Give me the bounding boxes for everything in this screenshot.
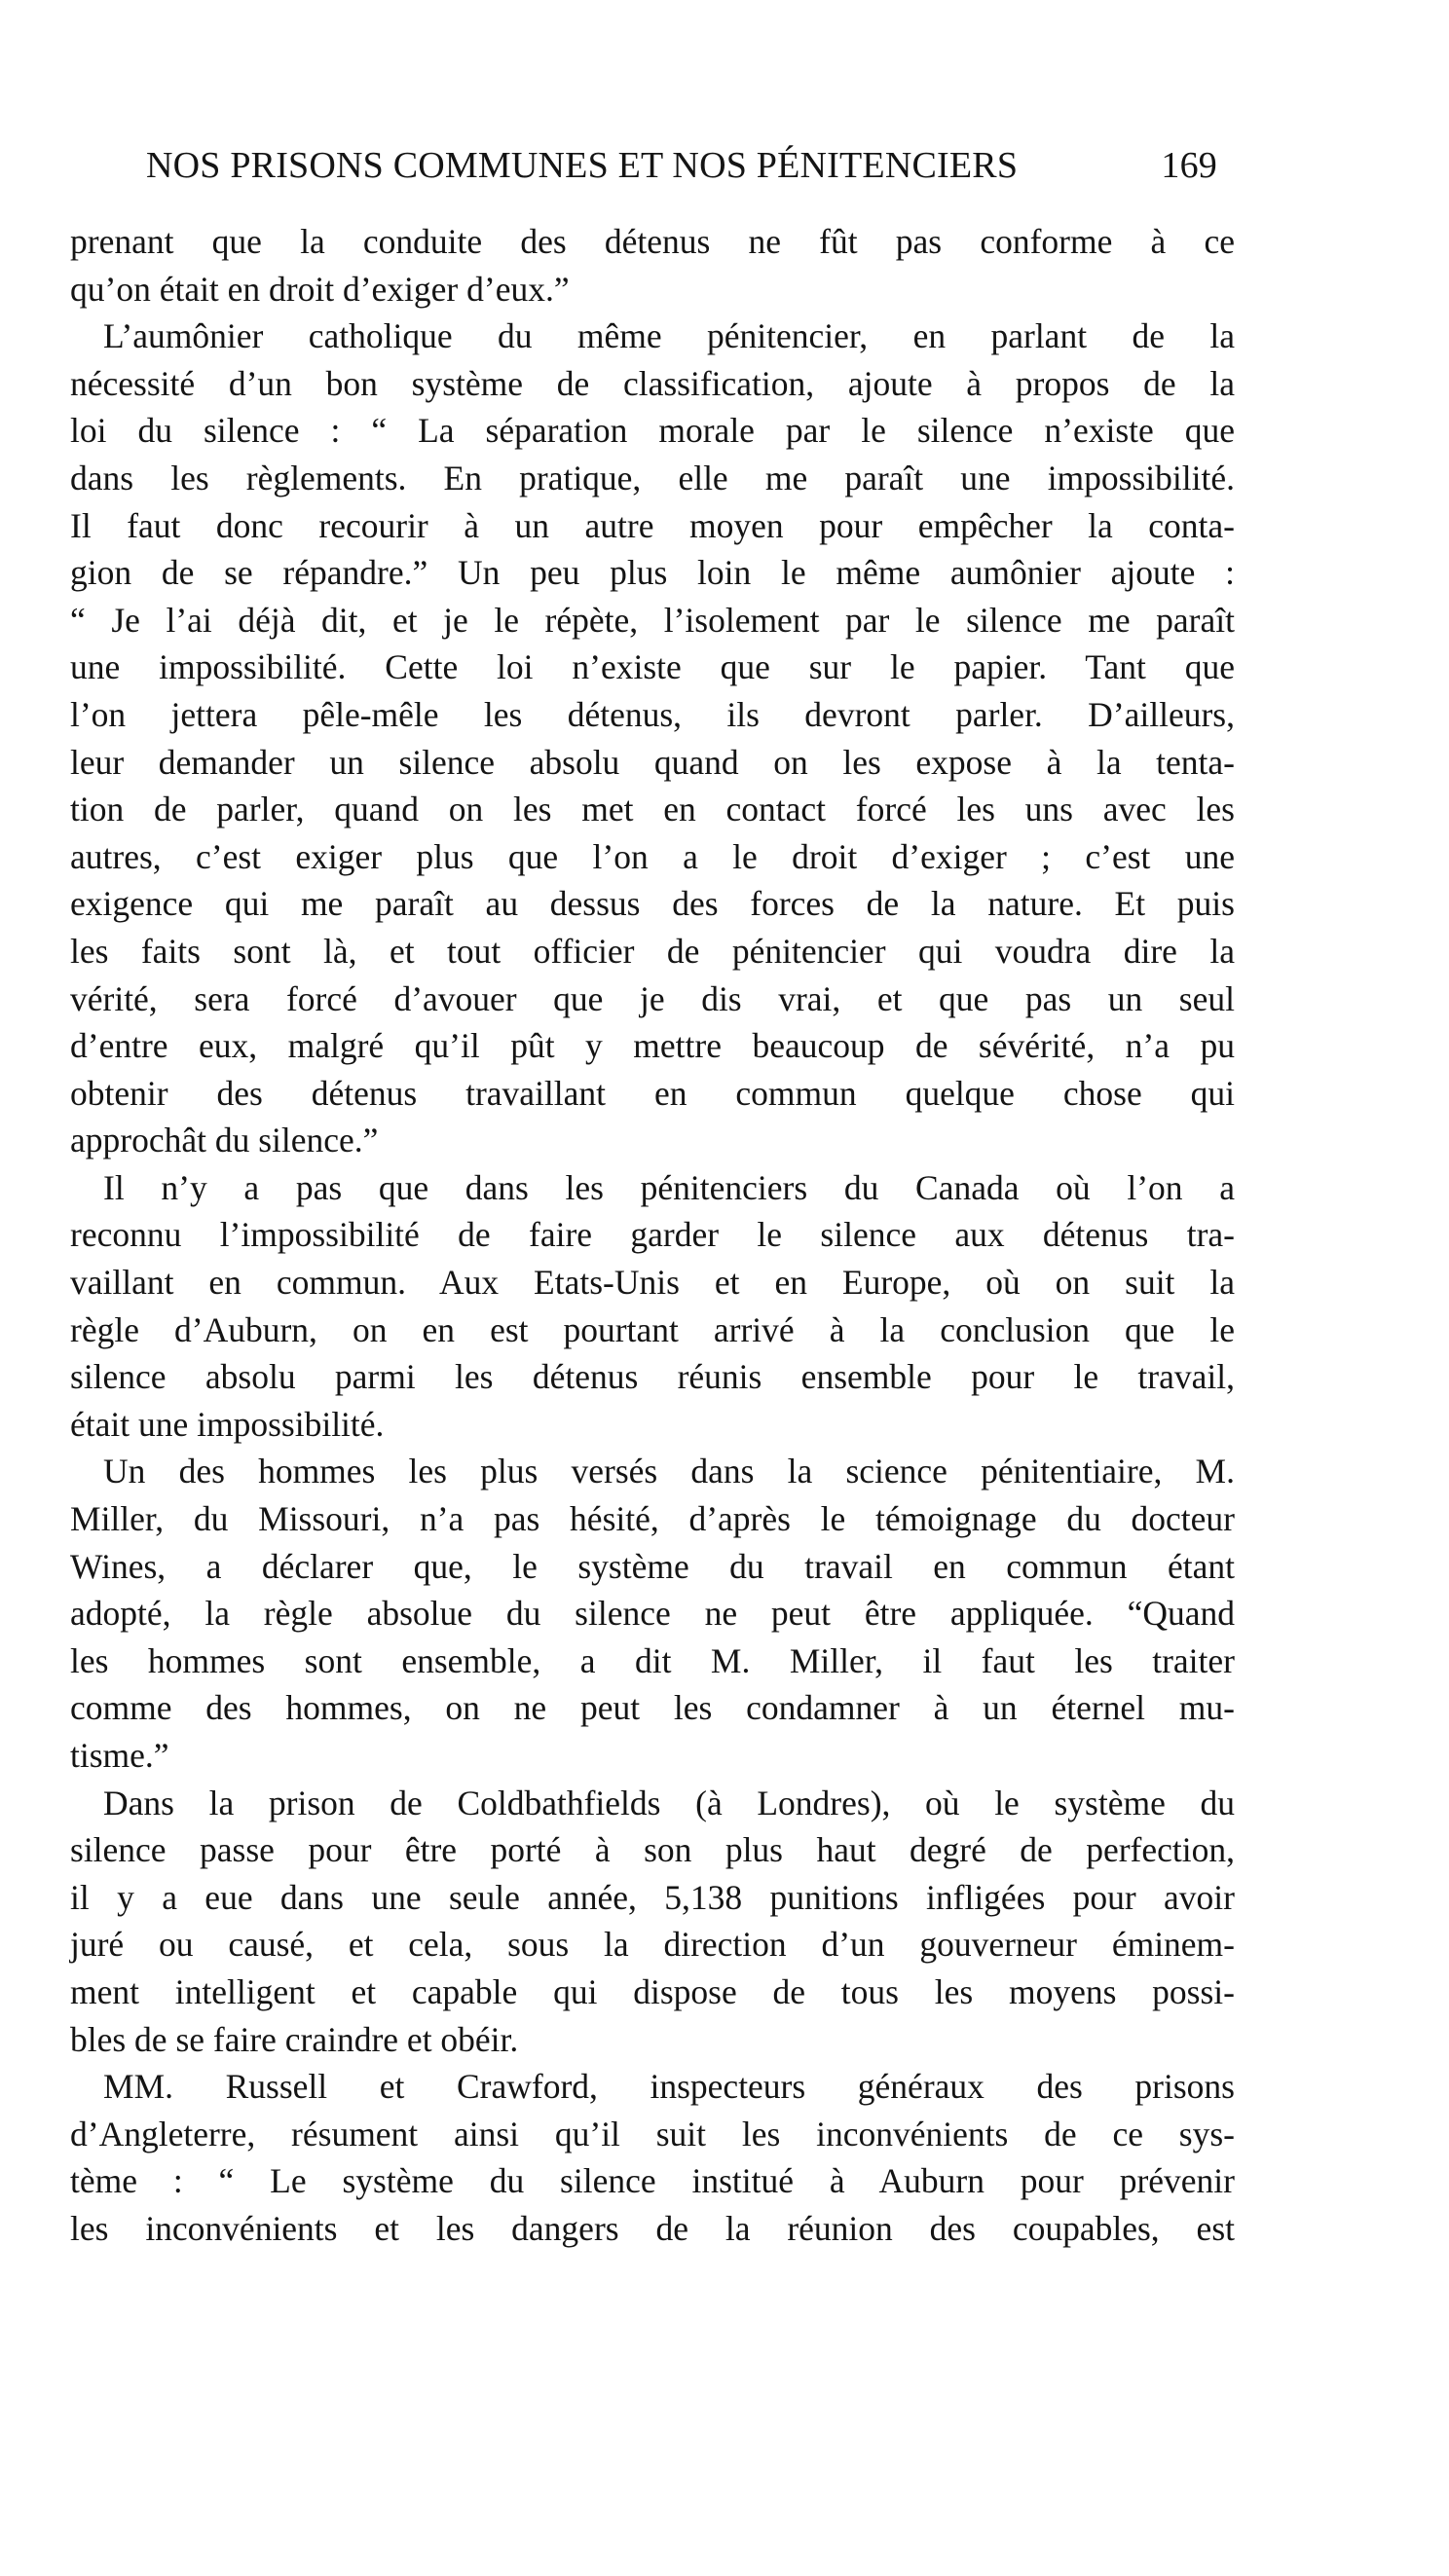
text-line: qu’on était en droit d’exiger d’eux.” [70,269,570,309]
text-line: autres, c’est exiger plus que l’on a le droit d’exiger ; c’est une [70,836,1235,876]
text-line: Il n’y a pas que dans les pénitenciers du Canada où l’on a [103,1167,1235,1207]
text-line: exigence qui me paraît au dessus des forces de la nature. Et puis [70,884,1235,924]
text-line: comme des hommes, on ne peut les condamner à un éternel mu- [70,1688,1235,1728]
paragraph [70,1164,1235,1449]
text-line: était une impossibilité. [70,1404,385,1444]
text-line: il y a eue dans une seule année, 5,138 punitions infligées pour avoir [70,1877,1235,1917]
text-line: règle d’Auburn, on en est pourtant arrivé à la conclusion que le [70,1309,1235,1349]
text-line: silence passe pour être porté à son plus haut degré de perfection, [70,1830,1235,1870]
text-line: loi du silence : “ La séparation morale par le silence n’existe que [70,411,1235,451]
text-line: obtenir des détenus travaillant en commun quelque chose qui [70,1073,1235,1113]
text-line: l’on jettera pêle-mêle les détenus, ils devront parler. D’ailleurs, [70,694,1235,734]
text-line: L’aumônier catholique du même pénitencier, en parlant de la [103,316,1235,356]
running-head-title: NOS PRISONS COMMUNES ET NOS PÉNITENCIERS [146,145,1019,186]
text-line: leur demander un silence absolu quand on les expose à la tenta- [70,742,1235,782]
text-line: une impossibilité. Cette loi n’existe que sur le papier. Tant que [70,647,1235,687]
text-line: adopté, la règle absolue du silence ne peut être appliquée. “Quand [70,1594,1235,1634]
text-line: d’Angleterre, résument ainsi qu’il suit les inconvénients de ce sys- [70,2114,1235,2153]
text-line: Un des hommes les plus versés dans la science pénitentiaire, M. [103,1452,1235,1491]
text-line: dans les règlements. En pratique, elle me paraît une impossibilité. [70,458,1235,497]
text-line: tème : “ Le système du silence institué à Auburn pour prévenir [70,2161,1235,2201]
paragraph [70,1780,1235,2064]
text-line: tion de parler, quand on les met en contact forcé les uns avec les [70,790,1235,829]
page-number: 169 [1161,145,1217,186]
body-text [70,218,1235,2253]
text-line: Wines, a déclarer que, le système du travail en commun étant [70,1546,1235,1586]
text-line: bles de se faire craindre et obéir. [70,2019,519,2059]
text-line: Il faut donc recourir à un autre moyen pour empêcher la conta- [70,505,1235,545]
text-line: reconnu l’impossibilité de faire garder le silence aux détenus tra- [70,1215,1235,1255]
text-line: gion de se répandre.” Un peu plus loin le même aumônier ajoute : [70,553,1235,593]
text-line: les inconvénients et les dangers de la réunion des coupables, est [70,2208,1235,2248]
running-head [146,136,1217,195]
paragraph [70,218,1235,313]
text-line: tisme.” [70,1736,169,1775]
text-line: silence absolu parmi les détenus réunis ensemble pour le travail, [70,1357,1235,1397]
text-line: Miller, du Missouri, n’a pas hésité, d’après le témoignage du docteur [70,1499,1235,1539]
text-line: MM. Russell et Crawford, inspecteurs généraux des prisons [103,2067,1235,2107]
text-line: juré ou causé, et cela, sous la direction d’un gouverneur éminem- [70,1925,1235,1965]
text-line: prenant que la conduite des détenus ne fût pas conforme à ce [70,222,1235,261]
paragraph [70,313,1235,1164]
text-line: d’entre eux, malgré qu’il pût y mettre beaucoup de sévérité, n’a pu [70,1026,1235,1066]
paragraph [70,1448,1235,1779]
paragraph [70,2063,1235,2252]
text-line: Dans la prison de Coldbathfields (à Londres), où le système du [103,1783,1235,1822]
text-line: vérité, sera forcé d’avouer que je dis vrai, et que pas un seul [70,978,1235,1018]
text-line: les hommes sont ensemble, a dit M. Miller, il faut les traiter [70,1640,1235,1680]
text-line: nécessité d’un bon système de classification, ajoute à propos de la [70,363,1235,403]
text-line: approchât du silence.” [70,1121,379,1160]
text-line: les faits sont là, et tout officier de pénitencier qui voudra dire la [70,931,1235,971]
text-line: vaillant en commun. Aux Etats-Unis et en Europe, où on suit la [70,1263,1235,1303]
text-line: ment intelligent et capable qui dispose de tous les moyens possi- [70,1971,1235,2011]
text-line: “ Je l’ai déjà dit, et je le répète, l’isolement par le silence me paraît [70,600,1235,640]
